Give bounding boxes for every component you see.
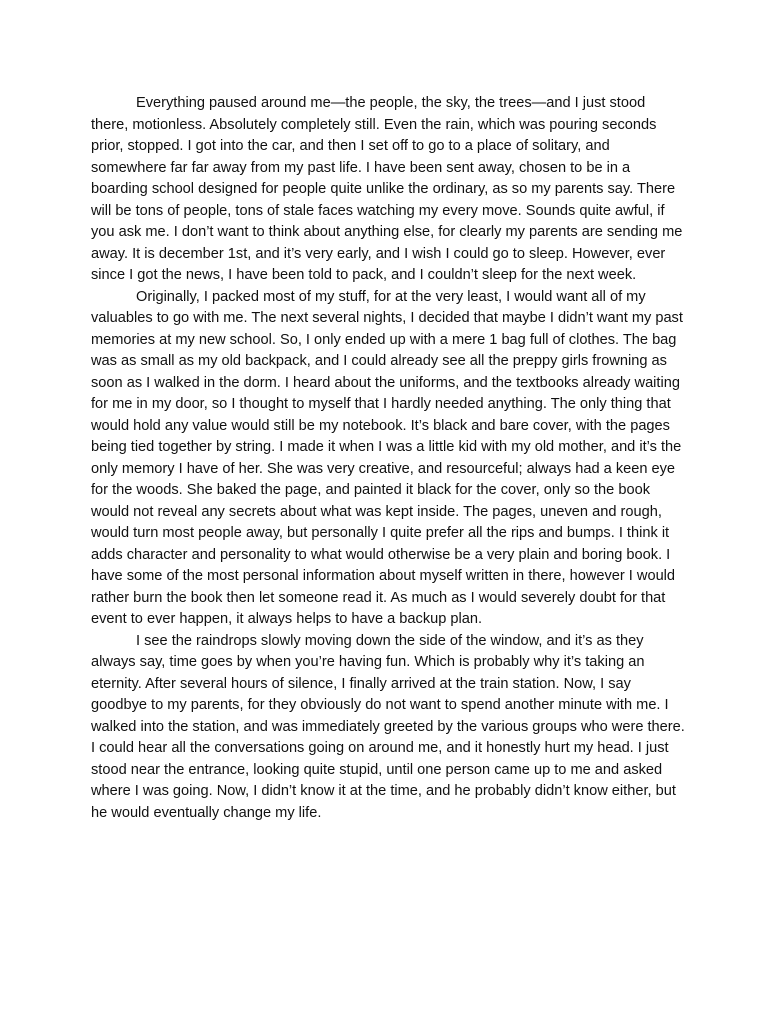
paragraph-3: I see the raindrops slowly moving down the side of the window, and it’s as they always say, time goes by when you’re having fun. Which is probably why it’s taking an eternity. After several hours of silence, I finally arrived at the train station. Now, I say goodbye to my parents, for they obviously do not want to spend another minute with me. I walked into the station, and was immediately greeted by the various groups who were there. I could hear all the conversations going on around me, and it honestly hurt my head. I just stood near the entrance, looking quite stupid, until one person came up to me and asked where I was going. Now, I didn’t know it at the time, and he probably didn’t know either, but he would eventually change my life. (91, 632, 685, 821)
paragraph-2: Originally, I packed most of my stuff, for at the very least, I would want all of my valuables to go with me. The next several nights, I decided that maybe I didn’t want my past memories at my new school. So, I only ended up with a mere 1 bag full of clothes. The bag was as small as my old backpack, and I could already see all the preppy girls frowning as soon as I walked in the dorm. I heard about the uniforms, and the textbooks already waiting for me in my door, so I thought to myself that I hardly needed anything. The only thing that would hold any value would still be my notebook. It’s black and bare cover, with the pages being tied together by string. I made it when I was a little kid with my old mother, and it’s the only memory I have of her. She was very creative, and resourceful; always had a keen eye for the woods. She baked the page, and painted it black for the cover, only so the book would not reveal any secrets about what was kept inside. The pages, uneven and rough, would turn most people away, but personally I quite prefer all the rips and bumps. I think it adds character and personality to what would otherwise be a very plain and boring book. I have some of the most personal information about myself written in there, however I would rather burn the book then let someone read it. As much as I would severely doubt for that event to ever happen, it always helps to have a backup plan. (91, 288, 683, 627)
document-body (91, 93, 685, 824)
paragraph-1: Everything paused around me—the people, the sky, the trees—and I just stood there, motionless. Absolutely completely still. Even the rain, which was pouring seconds prior, stopped. I got into the car, and then I set off to go to a place of solitary, and somewhere far far away from my past life. I have been sent away, chosen to be in a boarding school designed for people quite unlike the ordinary, as so my parents say. There will be tons of people, tons of stale faces watching my every move. Sounds quite awful, if you ask me. I don’t want to think about anything else, for clearly my parents are sending me away. It is december 1st, and it’s very early, and I wish I could go to sleep. However, ever since I got the news, I have been told to pack, and I couldn’t sleep for the next week. (91, 95, 683, 283)
